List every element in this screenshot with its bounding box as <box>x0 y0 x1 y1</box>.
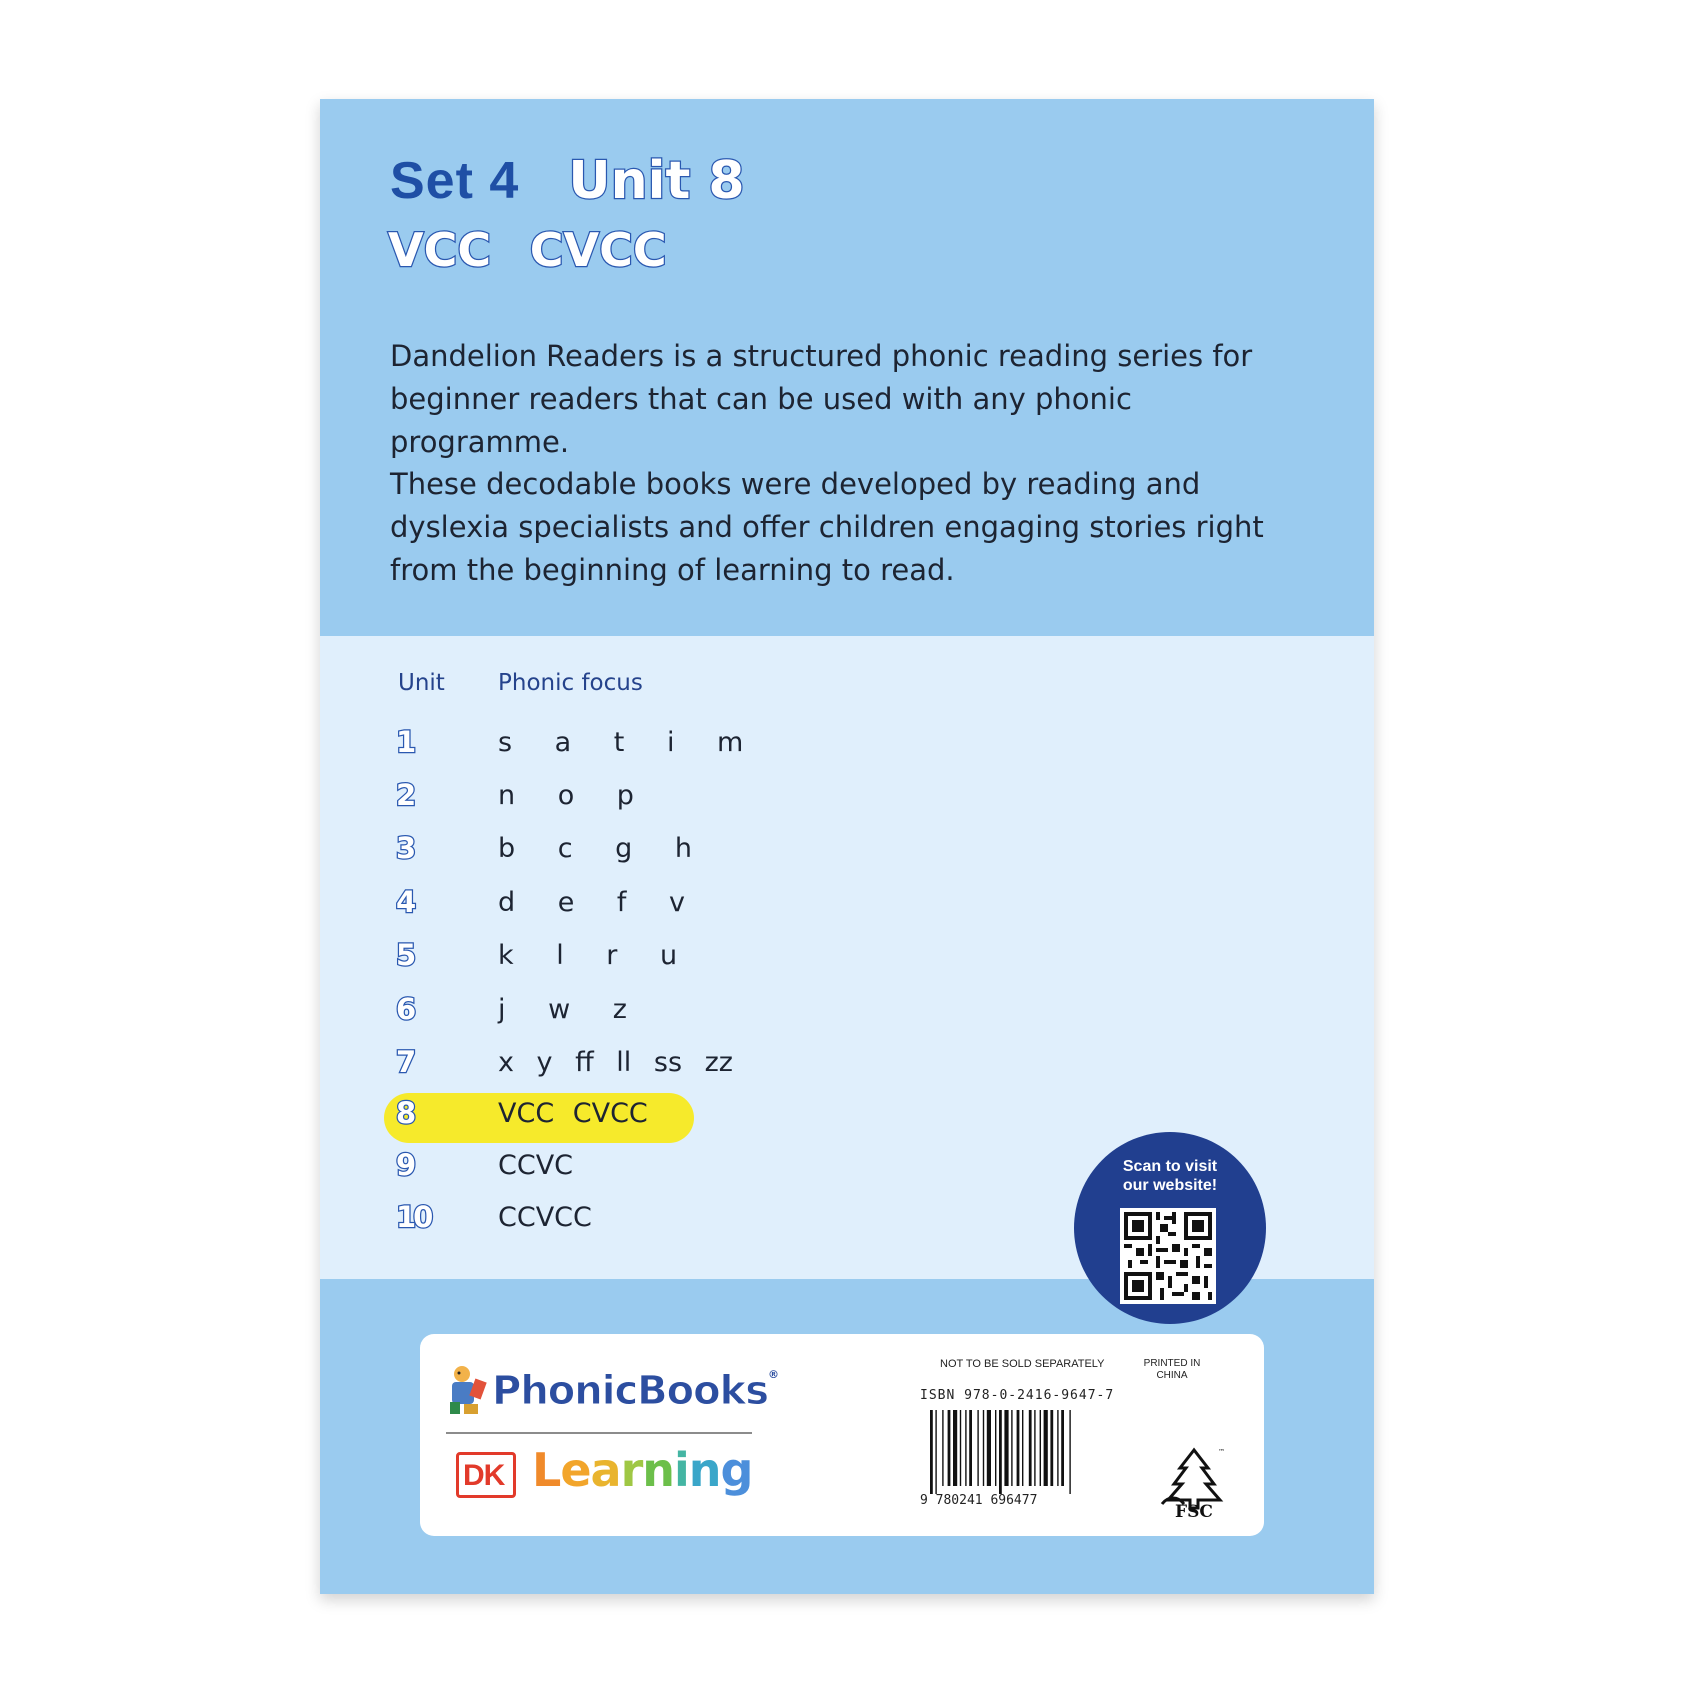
not-sold-notice: NOT TO BE SOLD SEPARATELY <box>940 1358 1105 1370</box>
learning-letter: L <box>532 1443 561 1497</box>
table-row <box>320 1196 920 1246</box>
barcode-bar <box>1040 1410 1041 1486</box>
barcode <box>920 1410 1116 1506</box>
learning-letter: g <box>720 1443 753 1497</box>
barcode-bar <box>1017 1410 1020 1486</box>
phonic-focus: x y ff ll ss zz <box>498 1047 733 1078</box>
specialists-description: These decodable books were developed by reading and dyslexia specialists and offer children engaging stories right from the beginning of learning to read. <box>390 467 1264 587</box>
unit-number: 6 <box>396 992 417 1026</box>
qr-caption-line2: our website! <box>1122 1177 1218 1194</box>
barcode-bar <box>942 1410 943 1486</box>
learning-letter: i <box>674 1443 689 1497</box>
barcode-bar <box>1029 1410 1032 1486</box>
unit-number: 5 <box>396 938 417 972</box>
barcode-bar <box>948 1410 951 1486</box>
unit-label: Unit 8 <box>568 151 745 211</box>
series-description: Dandelion Readers is a structured phonic reading series for beginner readers that can be used with any phonic programme. <box>390 339 1253 459</box>
qr-badge[interactable] <box>1074 1132 1266 1324</box>
qr-code[interactable] <box>1120 1208 1216 1304</box>
table-row <box>320 827 920 877</box>
barcode-bar <box>969 1410 972 1486</box>
phonicbooks-logo <box>446 1362 779 1422</box>
barcode-bar <box>1044 1410 1048 1486</box>
barcode-bar <box>965 1410 966 1486</box>
unit-number: 9 <box>396 1148 417 1182</box>
focus-cvcc: CVCC <box>529 223 667 277</box>
unit-number: 7 <box>396 1045 417 1079</box>
cover-header <box>320 99 1374 636</box>
phonic-focus: k l r u <box>498 940 690 971</box>
phonic-focus: CCVC <box>498 1150 574 1181</box>
learning-wordmark <box>532 1442 752 1498</box>
book-back-cover <box>320 99 1374 1594</box>
dk-logo-text: DK <box>463 1459 505 1492</box>
unit-number: 1 <box>396 725 417 759</box>
phonic-focus: s a t i m <box>498 727 756 758</box>
table-row <box>320 988 920 1038</box>
phonic-focus: VCC CVCC <box>498 1098 648 1129</box>
unit-number: 8 <box>396 1096 417 1130</box>
printed-in-notice <box>1132 1358 1212 1382</box>
dk-logo <box>456 1452 516 1498</box>
column-header-phonic-focus: Phonic focus <box>498 670 643 696</box>
printed-in-line: PRINTED IN <box>1143 1358 1201 1369</box>
barcode-bar <box>977 1410 978 1486</box>
table-row-highlighted <box>320 1092 920 1142</box>
table-row <box>320 721 920 771</box>
barcode-bar <box>953 1410 957 1486</box>
table-row <box>320 934 920 984</box>
barcode-bar <box>935 1410 936 1494</box>
phonic-focus-table <box>320 636 1374 1279</box>
barcode-bar <box>999 1410 1002 1494</box>
set-label: Set 4 <box>390 152 520 210</box>
barcode-bar <box>987 1410 991 1486</box>
table-row <box>320 1144 920 1194</box>
phonicbooks-mascot-icon <box>446 1362 490 1420</box>
barcode-bar <box>1004 1410 1008 1486</box>
unit-number: 3 <box>396 831 417 865</box>
barcode-bar <box>1011 1410 1012 1486</box>
phonic-focus: CCVCC <box>498 1202 592 1233</box>
unit-focus-title <box>388 223 667 277</box>
table-row <box>320 1041 920 1091</box>
learning-letter: r <box>620 1443 643 1497</box>
barcode-bar <box>1069 1410 1070 1494</box>
unit-number: 4 <box>396 885 417 919</box>
logo-divider <box>446 1432 752 1434</box>
barcode-bar <box>960 1410 961 1486</box>
publisher-card <box>420 1334 1264 1536</box>
isbn-text: ISBN 978-0-2416-9647-7 <box>920 1388 1115 1403</box>
learning-letter: a <box>590 1443 621 1497</box>
column-header-unit: Unit <box>398 670 445 696</box>
phonic-focus: j w z <box>498 994 639 1025</box>
barcode-bar <box>1034 1410 1035 1486</box>
phonic-focus: b c g h <box>498 833 704 864</box>
table-row <box>320 774 920 824</box>
country-line: CHINA <box>1156 1370 1188 1381</box>
learning-letter: n <box>642 1443 674 1497</box>
cover-title <box>390 151 745 215</box>
barcode-digits: 9 780241 696477 <box>920 1493 1038 1506</box>
unit-number: 10 <box>396 1200 431 1234</box>
phonic-focus: n o p <box>498 780 646 811</box>
qr-caption <box>1074 1157 1266 1195</box>
table-row <box>320 881 920 931</box>
barcode-bar <box>983 1410 984 1486</box>
qr-caption-line1: Scan to visit <box>1122 1158 1218 1175</box>
barcode-bar <box>930 1410 933 1494</box>
publisher-name <box>492 1368 778 1414</box>
focus-vcc: VCC <box>388 223 492 277</box>
barcode-bar <box>1022 1410 1023 1486</box>
registered-mark: ® <box>768 1368 779 1381</box>
learning-letter: n <box>688 1443 721 1497</box>
learning-letter: e <box>560 1443 591 1497</box>
barcode-bar <box>995 1410 996 1486</box>
svg-text:™: ™ <box>1218 1448 1225 1456</box>
fsc-label: FSC <box>1175 1502 1213 1522</box>
barcode-bar <box>1050 1410 1053 1486</box>
unit-number: 2 <box>396 778 417 812</box>
publisher-name-text: PhonicBooks <box>492 1368 769 1414</box>
barcode-bar <box>1057 1410 1058 1486</box>
barcode-bar <box>1061 1410 1064 1486</box>
phonic-focus: d e f v <box>498 887 697 918</box>
qr-code-icon <box>1120 1208 1216 1304</box>
